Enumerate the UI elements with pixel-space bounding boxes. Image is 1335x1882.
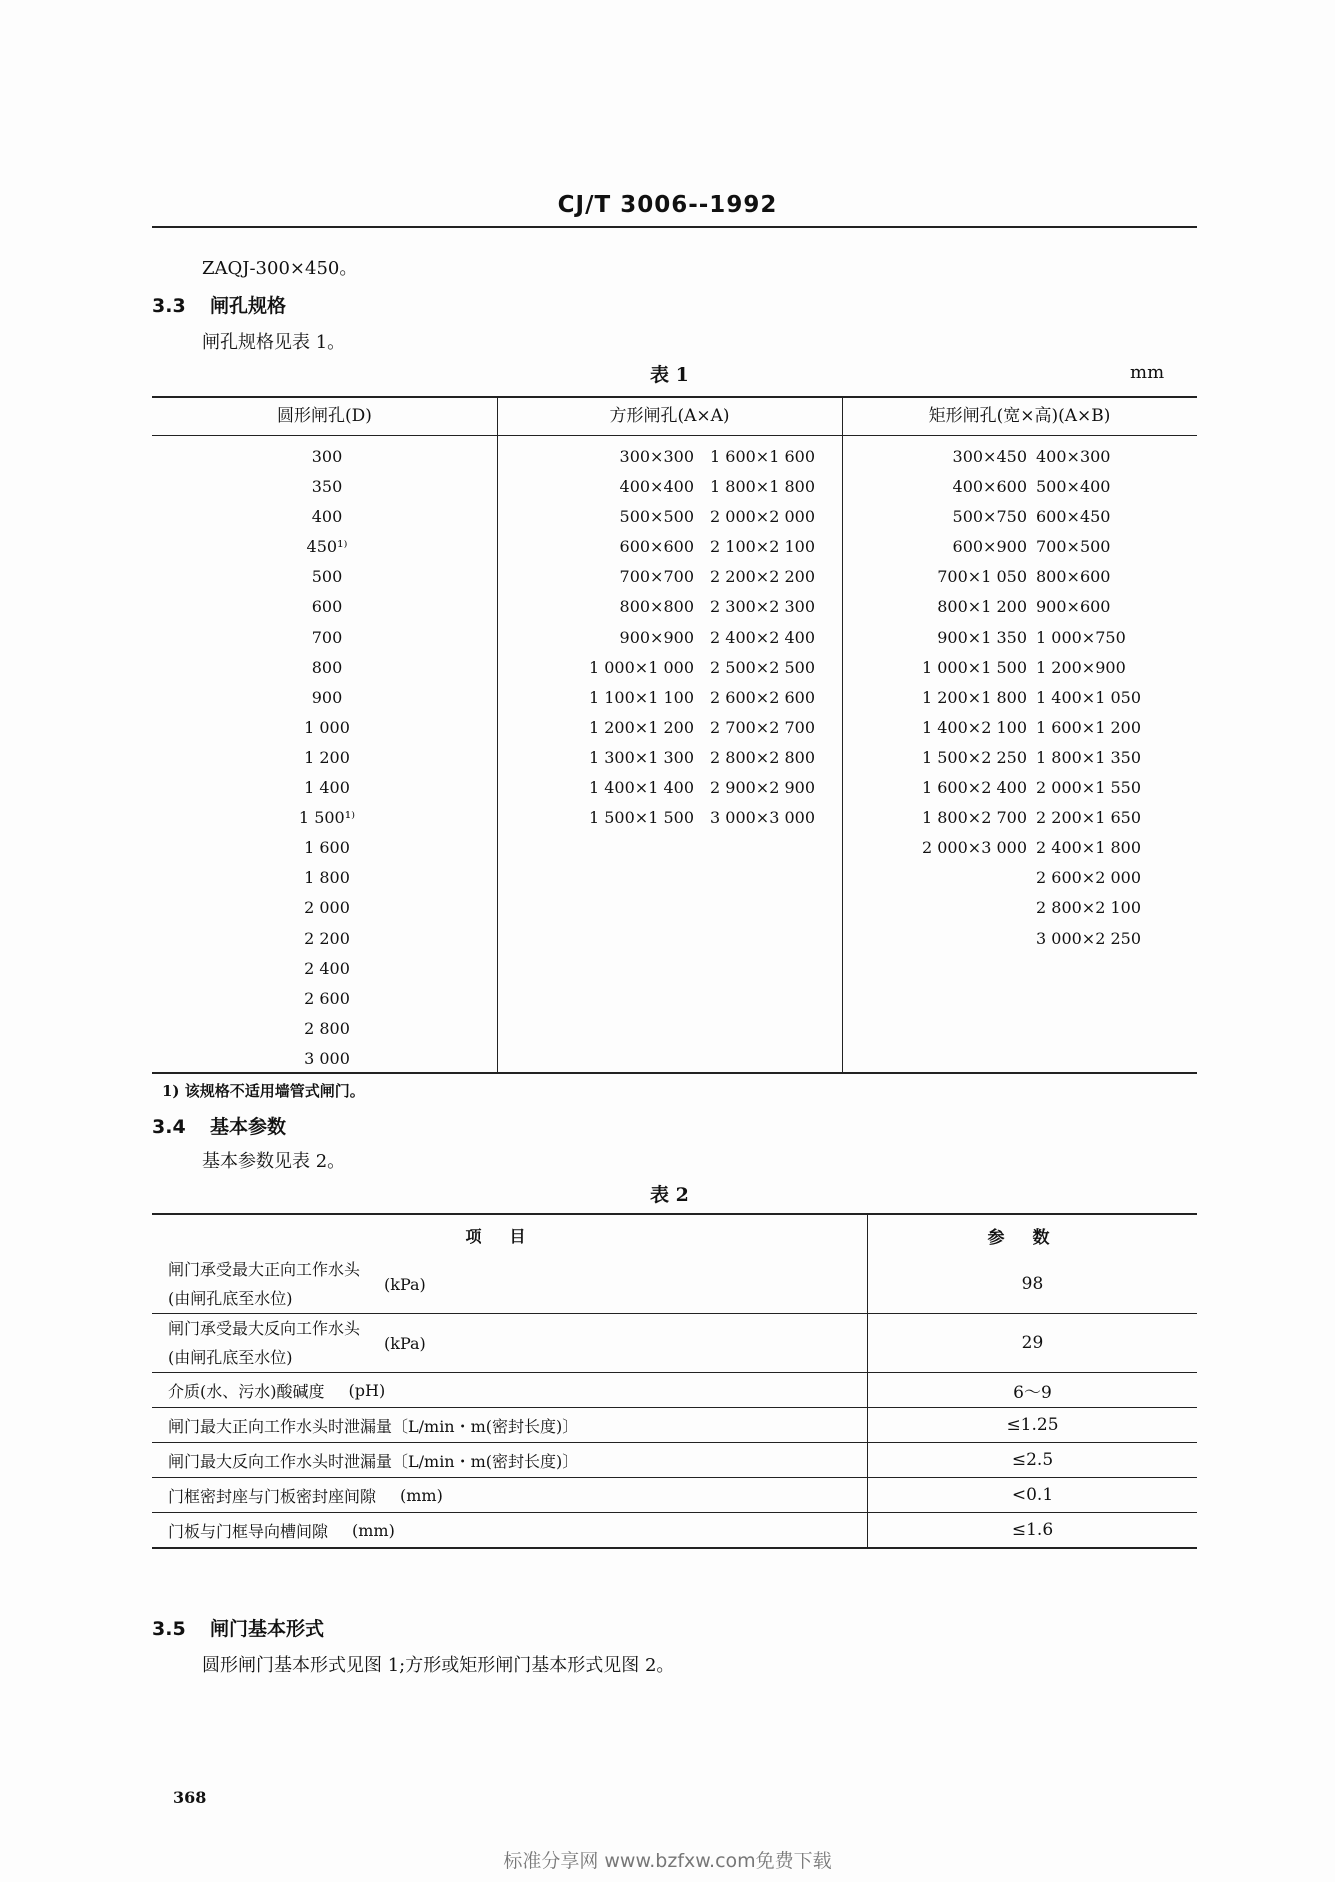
table-cell: 2 800×2 800 — [710, 747, 816, 767]
table-cell: 1 600×1 600 — [710, 447, 816, 466]
table-cell: 500×500 — [619, 507, 694, 527]
table2-caption: 表 2 — [650, 1184, 689, 1206]
param-item-text — [168, 1519, 328, 1542]
table-cell: 3 000 — [304, 1048, 350, 1068]
table2 — [152, 1213, 1197, 1549]
table-cell: 600×900 — [952, 537, 1027, 557]
table-cell: 1 200×1 800 — [921, 687, 1027, 707]
table-cell: 400×400 — [619, 477, 694, 497]
section-number: 3.4 — [152, 1116, 186, 1138]
table-cell: 2 000×2 000 — [710, 507, 816, 527]
table-row — [152, 1372, 1197, 1407]
table-cell: 300×300 — [619, 447, 694, 466]
table-cell: 3 000×3 000 — [710, 808, 816, 828]
table-cell: 300 — [311, 447, 343, 466]
table-cell: 1 000×1 000 — [588, 657, 694, 677]
table-cell: 2 600 — [304, 988, 350, 1008]
param-value: <0.1 — [1011, 1485, 1054, 1505]
table-row — [152, 532, 1197, 562]
table-cell: 700×1 050 — [937, 567, 1027, 587]
table-cell: 1 200×900 — [1036, 657, 1126, 677]
table1-header-round: 圆形闸孔(D) — [277, 406, 372, 426]
table-row — [152, 1014, 1197, 1044]
param-unit: (mm) — [400, 1485, 443, 1505]
table2-header-value: 参数 — [987, 1227, 1078, 1248]
table-cell: 2 800×2 100 — [1036, 898, 1142, 918]
table2-body — [152, 1255, 1197, 1547]
param-item-line: (由闸孔底至水位) — [168, 1348, 293, 1367]
table-cell: 900×1 350 — [937, 627, 1027, 647]
table-row — [152, 653, 1197, 683]
table-row — [152, 833, 1197, 863]
table-cell: 1 000×750 — [1036, 627, 1126, 647]
param-item — [152, 1478, 868, 1512]
param-item-line: (由闸孔底至水位) — [168, 1289, 293, 1308]
table-row — [152, 683, 1197, 713]
table-cell: 800×1 200 — [937, 597, 1027, 617]
table-row — [152, 502, 1197, 532]
table2-header-row — [152, 1215, 1197, 1255]
param-item — [152, 1408, 868, 1442]
intro-line: ZAQJ-300×450。 — [202, 258, 358, 279]
table-cell: 2 000 — [304, 898, 350, 918]
section-3-5-text: 圆形闸门基本形式见图 1;方形或矩形闸门基本形式见图 2。 — [202, 1655, 675, 1676]
table1-body — [152, 442, 1197, 1074]
table-cell: 500×400 — [1036, 477, 1111, 497]
table-row — [152, 1044, 1197, 1074]
section-3-3-heading — [152, 291, 286, 318]
section-3-4-text: 基本参数见表 2。 — [202, 1151, 346, 1172]
table-row — [152, 442, 1197, 472]
table-cell: 2 900×2 900 — [710, 778, 816, 798]
table-cell: 2 200×2 200 — [710, 567, 816, 587]
table-cell: 1 600×2 400 — [921, 778, 1027, 798]
table-row — [152, 984, 1197, 1014]
table-cell: 600×450 — [1036, 507, 1111, 527]
table-cell: 900×900 — [619, 627, 694, 647]
table-cell: 2 000×3 000 — [921, 838, 1027, 858]
table-cell: 1 500¹⁾ — [298, 808, 356, 828]
param-item-text — [168, 1449, 578, 1472]
document-header-title: CJ/T 3006--1992 — [557, 192, 778, 218]
table-cell: 2 400×2 400 — [710, 627, 816, 647]
table-row — [152, 562, 1197, 592]
table-cell: 500×750 — [952, 507, 1027, 527]
param-value: 6～9 — [1013, 1382, 1052, 1403]
param-item-text — [168, 1484, 376, 1507]
table-cell: 1 800×2 700 — [921, 808, 1027, 828]
param-unit: (pH) — [348, 1380, 386, 1400]
table-row — [152, 924, 1197, 954]
table-cell: 700×500 — [1036, 537, 1111, 557]
table-cell: 2 500×2 500 — [710, 657, 816, 677]
param-item — [152, 1314, 868, 1372]
table2-header-item: 项目 — [152, 1215, 868, 1255]
table-cell: 1 500×1 500 — [588, 808, 694, 828]
section-3-5-heading — [152, 1614, 324, 1641]
table-cell: 900 — [311, 687, 343, 707]
table-cell: 300×450 — [952, 447, 1027, 466]
table-row — [152, 713, 1197, 743]
table-cell: 2 700×2 700 — [710, 717, 816, 737]
table-row — [152, 863, 1197, 893]
table-cell: 1 400×1 400 — [588, 778, 694, 798]
table1 — [152, 396, 1197, 1074]
param-item-line: 闸门承受最大反向工作水头 — [168, 1319, 361, 1338]
table-cell: 1 400×1 050 — [1036, 687, 1142, 707]
param-item — [152, 1255, 868, 1313]
table-cell: 700×700 — [619, 567, 694, 587]
table-row — [152, 1512, 1197, 1547]
param-value: ≤1.6 — [1011, 1520, 1054, 1540]
table-cell: 1 400×2 100 — [921, 717, 1027, 737]
param-item — [152, 1443, 868, 1477]
table-cell: 800×600 — [1036, 567, 1111, 587]
table-cell: 1 600 — [304, 838, 350, 858]
table1-footnote: 1) 该规格不适用墙管式闸门。 — [162, 1082, 365, 1100]
table-row — [152, 1407, 1197, 1442]
footer-watermark: 标准分享网 www.bzfxw.com免费下载 — [503, 1850, 832, 1872]
table-cell: 600×600 — [619, 537, 694, 557]
param-item — [152, 1373, 868, 1407]
table-cell: 1 200×1 200 — [588, 717, 694, 737]
table-cell: 800×800 — [619, 597, 694, 617]
param-item-text — [168, 1379, 325, 1402]
table-cell: 2 100×2 100 — [710, 537, 816, 557]
table1-header-square: 方形闸孔(A×A) — [609, 406, 730, 426]
section-number: 3.3 — [152, 295, 186, 317]
table-row — [152, 1255, 1197, 1313]
table-cell: 1 000×1 500 — [921, 657, 1027, 677]
table-row — [152, 472, 1197, 502]
param-value: 98 — [1021, 1274, 1044, 1294]
table-cell: 1 800×1 350 — [1036, 747, 1142, 767]
table-row — [152, 1313, 1197, 1372]
table-cell: 2 400 — [304, 958, 350, 978]
table-cell: 350 — [311, 477, 343, 497]
table-row — [152, 592, 1197, 622]
table1-caption: 表 1 — [650, 364, 689, 386]
table-row — [152, 1477, 1197, 1512]
param-item-line: 门框密封座与门板密封座间隙 — [168, 1486, 377, 1506]
table-row — [152, 623, 1197, 653]
table-row — [152, 1442, 1197, 1477]
table-cell: 700 — [311, 627, 343, 647]
param-value: 29 — [1021, 1333, 1044, 1353]
table-row — [152, 803, 1197, 833]
table-row — [152, 954, 1197, 984]
table-cell: 2 000×1 550 — [1036, 778, 1142, 798]
param-item-line: 闸门最大反向工作水头时泄漏量〔L/min・m(密封长度)〕 — [168, 1451, 579, 1471]
table-cell: 1 800 — [304, 868, 350, 888]
param-unit: (kPa) — [384, 1333, 426, 1353]
table-cell: 800 — [311, 657, 343, 677]
table-cell: 2 200 — [304, 928, 350, 948]
page-number: 368 — [173, 1788, 207, 1807]
table-row — [152, 773, 1197, 803]
param-item-text — [168, 1314, 360, 1372]
param-item-line: 门板与门框导向槽间隙 — [168, 1521, 329, 1541]
table-row — [152, 893, 1197, 923]
table-cell: 2 200×1 650 — [1036, 808, 1142, 828]
table1-unit: mm — [1130, 362, 1165, 383]
table-cell: 2 800 — [304, 1018, 350, 1038]
table-cell: 2 600×2 000 — [1036, 868, 1142, 888]
table-cell: 450¹⁾ — [306, 537, 348, 557]
param-value: ≤2.5 — [1011, 1450, 1054, 1470]
table-cell: 1 400 — [304, 778, 350, 798]
table-cell: 1 300×1 300 — [588, 747, 694, 767]
param-item-line: 闸门最大正向工作水头时泄漏量〔L/min・m(密封长度)〕 — [168, 1416, 579, 1436]
param-item-text — [168, 1414, 578, 1437]
table-cell: 400 — [311, 507, 343, 527]
section-title: 闸门基本形式 — [210, 1618, 325, 1640]
table-cell: 1 000 — [304, 717, 350, 737]
section-3-4-heading — [152, 1112, 286, 1139]
table1-header-rule — [152, 435, 1197, 436]
param-unit: (kPa) — [384, 1274, 426, 1294]
param-item-line: 介质(水、污水)酸碱度 — [168, 1381, 325, 1401]
table-cell: 1 800×1 800 — [710, 477, 816, 497]
table-cell: 1 600×1 200 — [1036, 717, 1142, 737]
table-cell: 400×300 — [1036, 447, 1111, 466]
section-title: 基本参数 — [210, 1116, 287, 1138]
table-cell: 3 000×2 250 — [1036, 928, 1142, 948]
table-cell: 1 200 — [304, 747, 350, 767]
table-cell: 400×600 — [952, 477, 1027, 497]
header-rule — [152, 226, 1197, 228]
table1-header-rect: 矩形闸孔(宽×高)(A×B) — [928, 406, 1111, 426]
section-number: 3.5 — [152, 1618, 186, 1640]
section-title: 闸孔规格 — [210, 295, 287, 317]
param-item — [152, 1513, 868, 1547]
table-row — [152, 743, 1197, 773]
table-cell: 2 600×2 600 — [710, 687, 816, 707]
table-cell: 500 — [311, 567, 343, 587]
param-value: ≤1.25 — [1006, 1415, 1059, 1435]
param-unit: (mm) — [352, 1520, 395, 1540]
table-cell: 2 300×2 300 — [710, 597, 816, 617]
param-item-line: 闸门承受最大正向工作水头 — [168, 1260, 361, 1279]
table-cell: 900×600 — [1036, 597, 1111, 617]
table-cell: 1 100×1 100 — [588, 687, 694, 707]
table-cell: 1 500×2 250 — [921, 747, 1027, 767]
table-cell: 600 — [311, 597, 343, 617]
table-cell: 2 400×1 800 — [1036, 838, 1142, 858]
section-3-3-text: 闸孔规格见表 1。 — [202, 332, 346, 353]
param-item-text — [168, 1255, 360, 1313]
